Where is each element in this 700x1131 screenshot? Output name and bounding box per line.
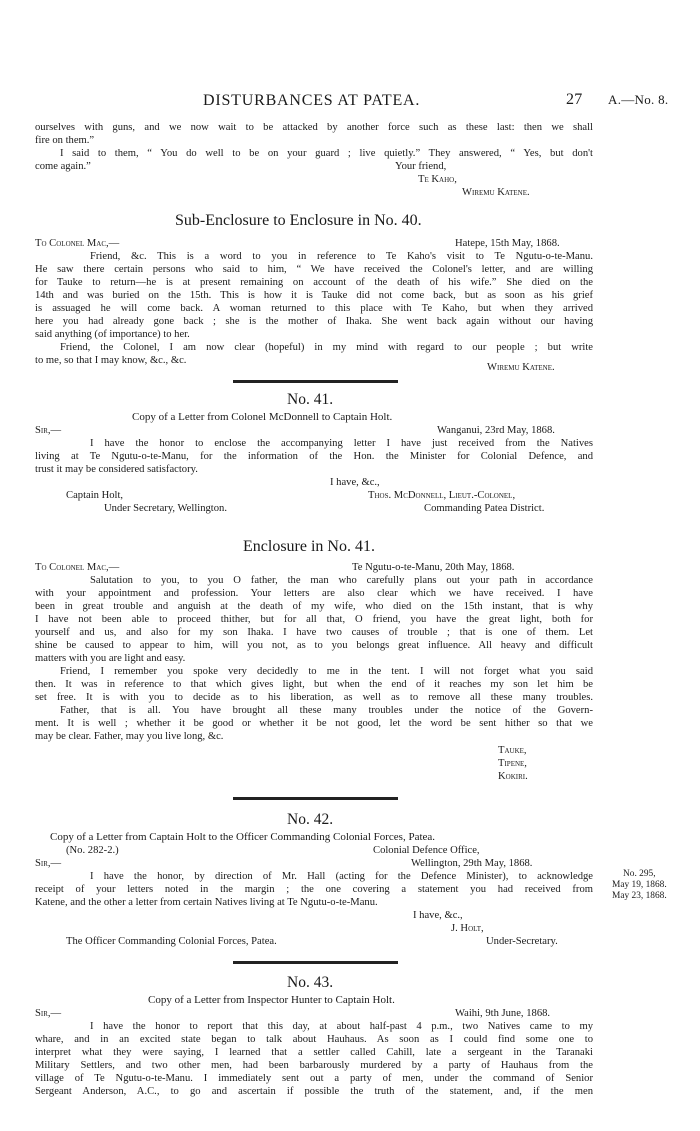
body-line: 14th and was buried on the 15th. This is how it is Tauke did not come back, but as soon as his grief [35,290,593,301]
body-line: Friend, I remember you spoke very decidedly to me in the tent. I will not forget what you said [60,666,593,677]
body-line: matters with you are light and easy. [35,653,186,664]
margin-note: No. 295, [623,869,656,879]
body-line: may be clear. Father, may you live long, &c. [35,731,224,742]
addressee: To Colonel Mac,— [35,238,120,249]
body-line: living at Te Ngutu-o-te-Manu, for the information of the Hon. the Minister for Colonial Defence, and [35,451,593,462]
body-line: I have not been able to proceed thither, but for all that, O friend, you have the great light, both for [35,614,593,625]
body-line: receipt of your letters noted in the margin ; the one covering a statement you had received from [35,884,593,895]
body-line: here you had already gone back ; she is the mother of Ihaka. She went back again without our having [35,316,593,327]
document-caption [132,411,392,424]
body-line: I have the honor to report that this day, at about half-past 4 p.m., two Natives came to my [90,1021,593,1032]
addressee: Under Secretary, Wellington. [104,503,227,514]
body-line: is assuaged he will come back. A woman returned to this place with Te Kaho, but when they arrived [35,303,593,314]
signature-title: Under-Secretary. [486,936,558,947]
section-heading: Enclosure in No. 41. [243,538,375,555]
place-date: Te Ngutu-o-te-Manu, 20th May, 1868. [352,562,515,573]
margin-note: May 19, 1868. [612,880,667,890]
addressee: Captain Holt, [66,490,124,501]
section-divider [233,380,398,383]
place-date: Wellington, 29th May, 1868. [411,858,533,869]
document-caption [148,994,395,1007]
running-title: DISTURBANCES AT PATEA. [203,92,421,109]
body-line: then. It was in reference to that which gives light, but when the end of it reaches my son let him be [35,679,593,690]
place-date: Hatepe, 15th May, 1868. [455,238,560,249]
paper-reference: A.—No. 8. [608,92,669,107]
body-line: been in great trouble and anguish at the death of my wife, who died on the 15th instant, that is why [35,601,593,612]
document-number: No. 43. [287,974,334,991]
office: Colonial Defence Office, [373,845,480,856]
caption-text: Copy of a Letter from Captain Holt to the Officer Commanding Colonial Forces, Patea. [50,831,436,843]
signature: Kokiri. [498,771,528,782]
body-line: whare, and in an excited state began to talk about Hauhaus. As soon as I could find some one to [35,1034,593,1045]
body-line: ment. It is well ; whether it be good or whether it be not good, let the word be sent hither so that we [35,718,593,729]
reference-number: (No. 282-2.) [66,845,119,856]
page-number: 27 [566,91,583,108]
closing: I have, &c., [330,477,380,488]
body-line: set free. It is with you to decide as to his liberation, as well as to remove all these many troubles. [35,692,593,703]
body-line: ourselves with guns, and we now wait to be attacked by another force such as these last: then we shall [35,122,593,133]
section-divider [233,961,398,964]
body-line: Katene, and the other a letter from certain Natives living at Te Ngutu-o-te-Manu. [35,897,378,908]
document-number: No. 42. [287,811,334,828]
salutation: Sir,— [35,425,62,436]
body-line: Friend, &c. This is a word to you in reference to Te Kaho's visit to Te Ngutu-o-te-Manu. [90,251,593,262]
place-date: Wanganui, 23rd May, 1868. [437,425,555,436]
signature: Wiremu Katene. [487,362,555,373]
body-line: I have the honor to enclose the accompanying letter I have just received from the Natives [90,438,593,449]
caption-text: Copy of a Letter from Colonel McDonnell to Captain Holt. [132,411,393,423]
salutation: Sir,— [35,1008,62,1019]
document-caption [50,831,435,844]
body-line: interpret what they were saying, I learned that a settler called Cahill, late a sergeant in the Taranaki [35,1047,593,1058]
place-date: Waihi, 9th June, 1868. [455,1008,551,1019]
body-line: Sergeant Anderson, A.C., to go and ascertain if possible the truth of the statement, and, if the men [35,1086,593,1097]
body-line: I have the honor, by direction of Mr. Hall (acting for the Defence Minister), to acknowledge [90,871,593,882]
body-line: said anything (of importance) to her. [35,329,190,340]
body-line: shine be caused to appear to him, will you not, as to you belongs great influence. All heavy and difficult [35,640,593,651]
addressee: The Officer Commanding Colonial Forces, Patea. [66,936,277,947]
body-line: Military Settlers, and two other men, had been barbarously murdered by a party of Hauhaus from the [35,1060,593,1071]
margin-note: May 23, 1868. [612,891,667,901]
signature: Tipene, [498,758,527,769]
signature: Tauke, [498,745,527,756]
document-number: No. 41. [287,391,334,408]
addressee: To Colonel Mac,— [35,562,120,573]
signature: J. Holt, [451,923,484,934]
body-line: Salutation to you, to you O father, the man who carefully plans out your path in accordance [90,575,593,586]
body-line: village of Te Ngutu-o-te-Manu. I immediately sent out a party of men, under the command of Senior [35,1073,593,1084]
salutation: Sir,— [35,858,62,869]
section-divider [233,797,398,800]
signature: Te Kaho, [418,174,457,185]
body-line: to me, so that I may know, &c., &c. [35,355,187,366]
closing: I have, &c., [413,910,463,921]
body-line: come again.” [35,161,91,172]
body-line: trust it may be considered satisfactory. [35,464,198,475]
signature: Thos. McDonnell, Lieut.-Colonel, [368,490,516,501]
signature: Wiremu Katene. [462,187,530,198]
body-line: yourself and us, and also for my son Ihaka. I have two causes of trouble ; that is one of them. Let [35,627,593,638]
body-line: Father, that is all. You have brought all these many troubles under the notice of the Govern- [60,705,593,716]
section-heading: Sub-Enclosure to Enclosure in No. 40. [175,212,422,229]
body-line: He saw there certain persons who said to him, “ We have received the Colonel's letter, and are willing [35,264,593,275]
signature-title: Commanding Patea District. [424,503,545,514]
body-line: Friend, the Colonel, I am now clear (hopeful) in my mind with regard to our people ; but write [60,342,593,353]
caption-text: Copy of a Letter from Inspector Hunter to Captain Holt. [148,994,395,1006]
body-line: I said to them, “ You do well to be on your guard ; live quietly.” They answered, “ Yes, but don't [60,148,593,159]
body-line: fire on them.” [35,135,95,146]
closing: Your friend, [395,161,447,172]
body-line: for Tauke to return—he is at present remaining on account of the death of his wife.” She died on the [35,277,593,288]
body-line: with your appointment and profession. Your letters are also clear which we have received. I have [35,588,593,599]
